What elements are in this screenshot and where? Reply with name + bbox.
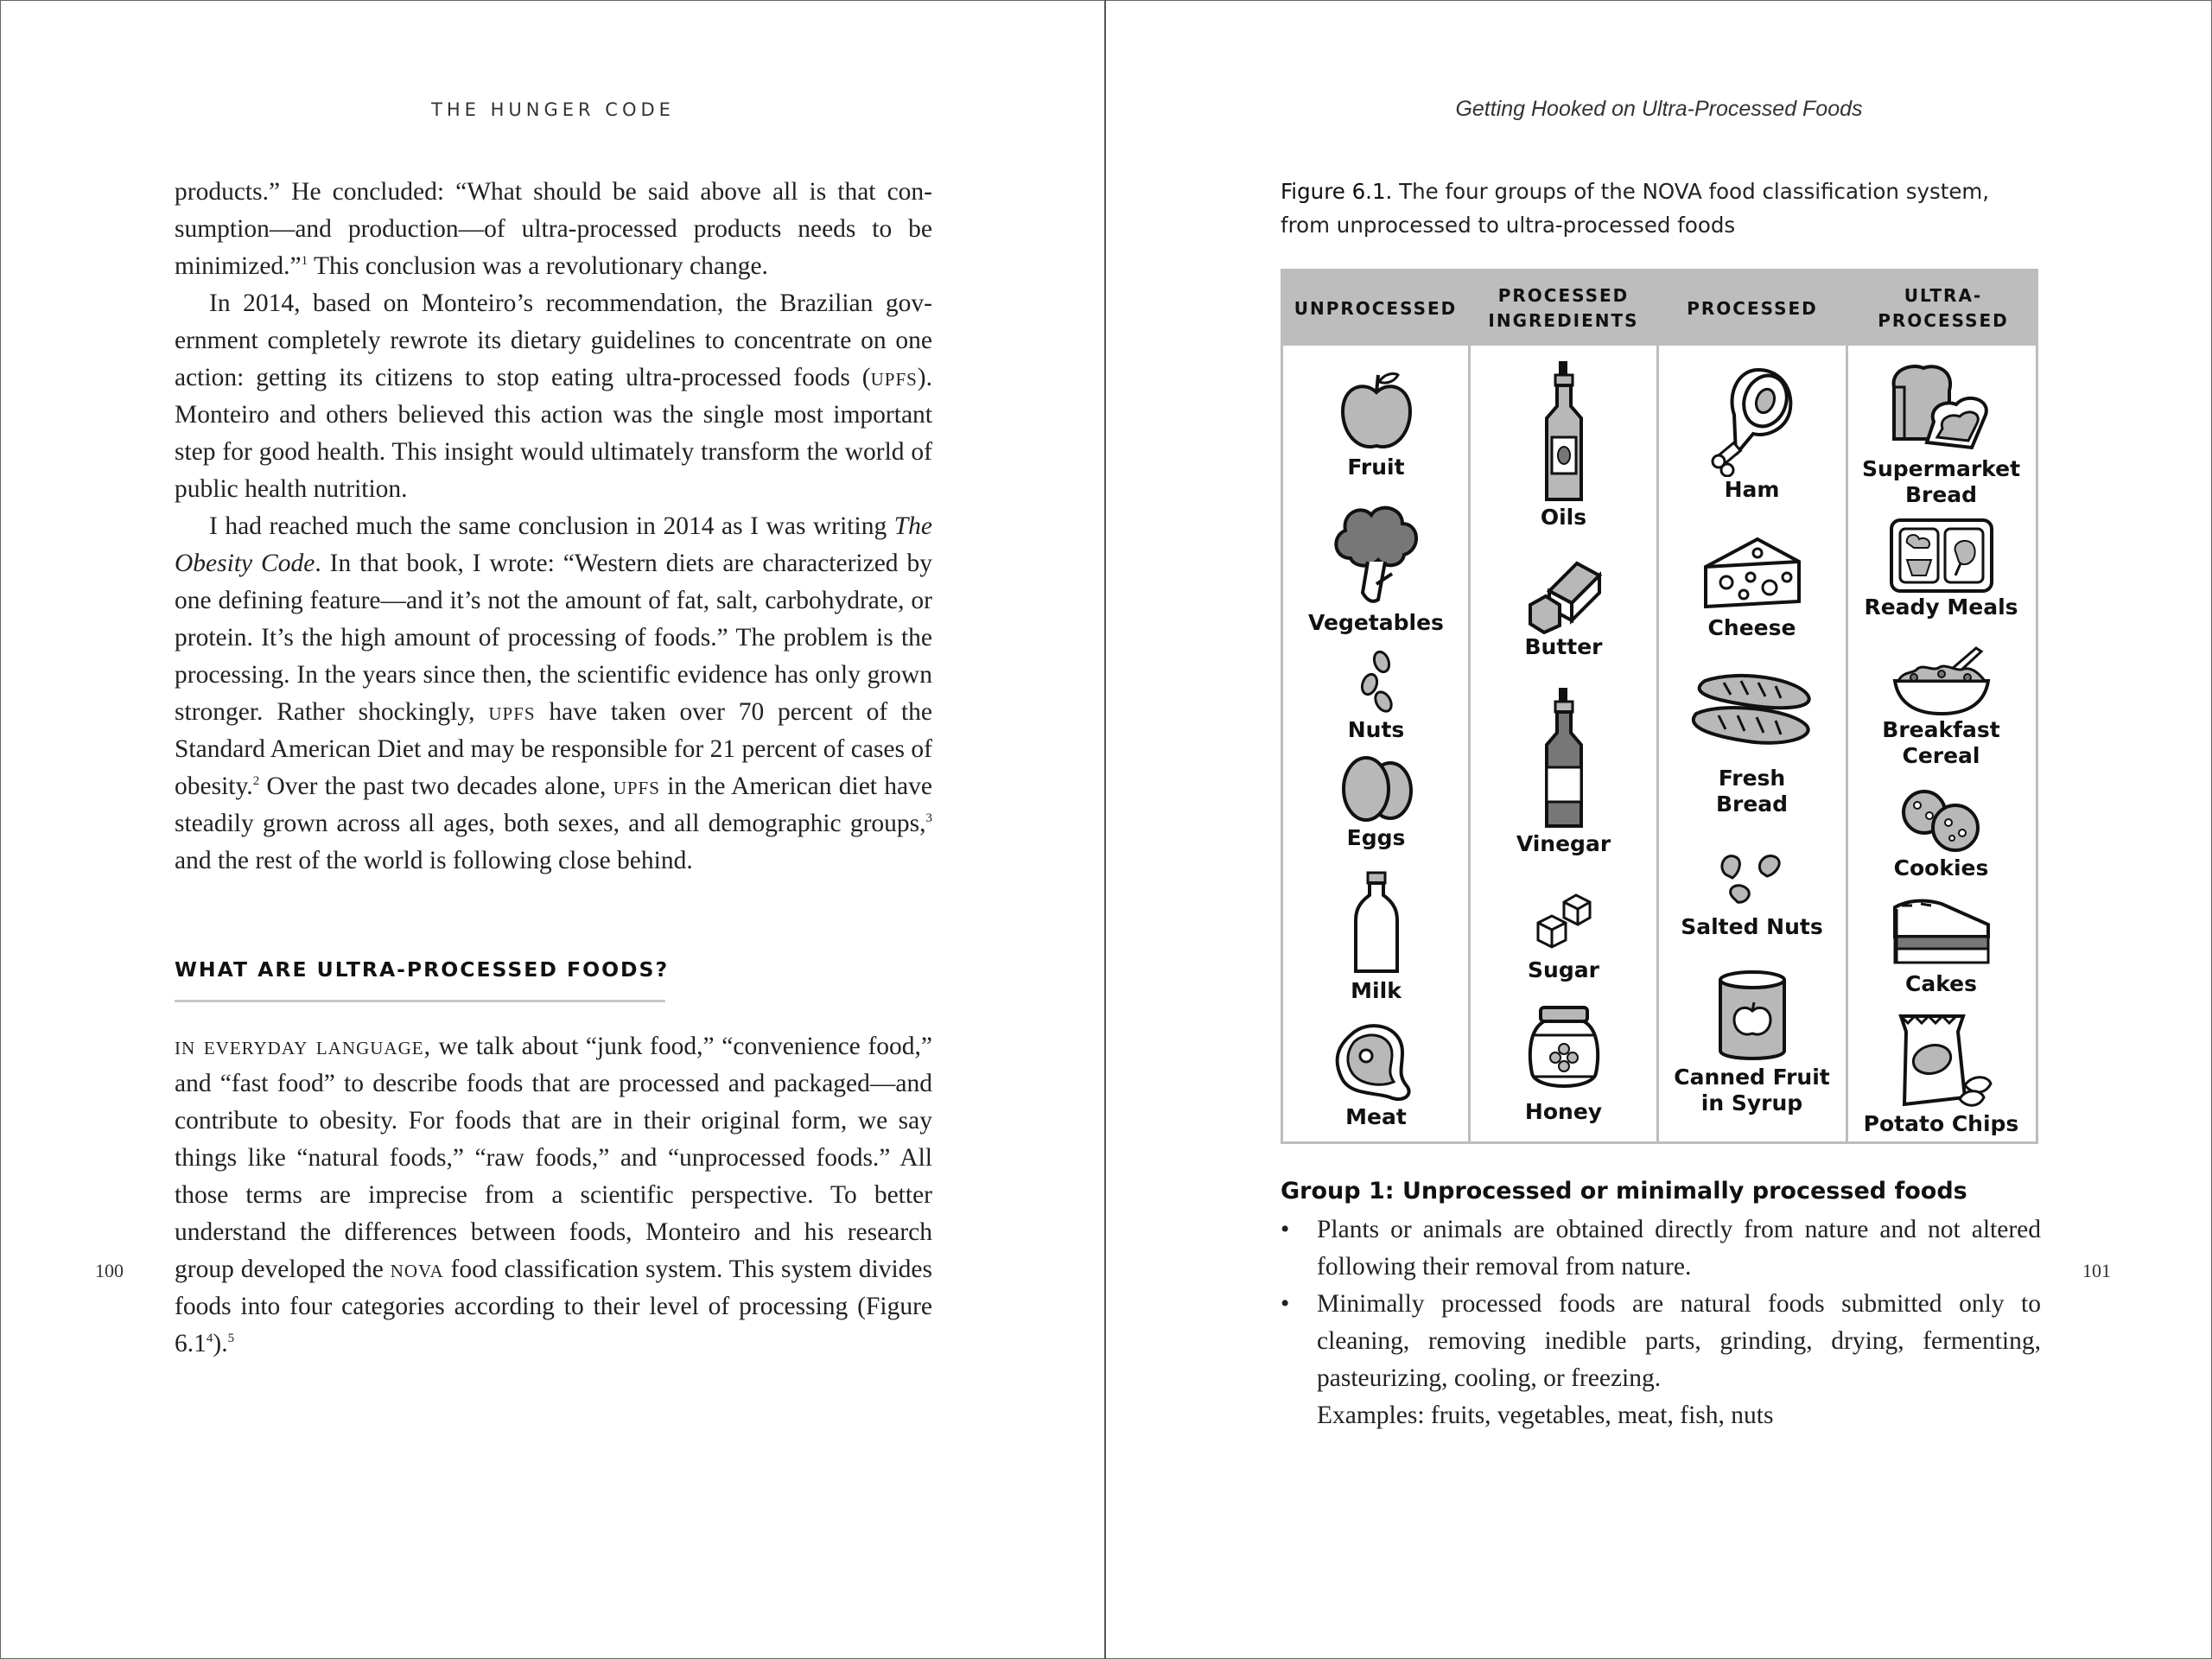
section-rule [175, 1000, 665, 1002]
item-label: Ready Meals [1864, 594, 2018, 620]
item-label: Ham [1724, 477, 1780, 502]
food-item-cookies [1848, 786, 2034, 881]
item-label: Cakes [1904, 971, 1977, 996]
food-item-honey [1471, 1004, 1656, 1125]
item-label: Cookies [1893, 855, 1989, 880]
note-ref: 1 [301, 254, 308, 269]
note-ref: 3 [925, 811, 932, 826]
group-1-bullets [1281, 1211, 2041, 1434]
food-item-meat [1283, 1018, 1469, 1130]
item-label: Breakfast Cereal [1882, 717, 2000, 768]
item-label: Potato Chips [1863, 1111, 2019, 1136]
apple-icon [1338, 368, 1415, 454]
broccoli-icon [1325, 498, 1428, 610]
steak-icon [1333, 1018, 1420, 1104]
bullet-icon: • [1281, 1216, 1290, 1243]
food-item-breakfast-cereal [1848, 643, 2034, 769]
food-item-nuts [1283, 648, 1469, 743]
food-item-salted-nuts [1659, 849, 1845, 940]
bullet-icon: • [1281, 1290, 1290, 1318]
cheese-icon [1700, 532, 1804, 615]
note-ref: 2 [252, 774, 260, 789]
book-title: The Obesity Code [175, 512, 932, 577]
paragraph-2: In 2014, based on Monteiro’s recommendation, the Brazilian government completely rewrote its dietary guidelines to concentrate on one action: getting its citizens to stop eating ultra-processed foods (upfs). Monteiro and others believed this action was the single most important step for good health. This insight would ultimately transform the world of public health nutrition. [175, 289, 932, 503]
left-body-text-top [175, 174, 932, 880]
item-label: Milk [1351, 978, 1402, 1003]
column-header-unprocessed: UNPROCESSED [1294, 297, 1458, 319]
note-ref: 5 [227, 1332, 235, 1346]
food-item-cheese [1659, 532, 1845, 641]
bullet-item: • Plants or animals are obtained directly from nature and not altered following their removal from nature. [1281, 1211, 2041, 1286]
ham-icon [1705, 365, 1800, 477]
group-1-title: Group 1: Unprocessed or minimally processed foods [1281, 1178, 1967, 1205]
item-label: Vegetables [1308, 610, 1444, 635]
page-number-left: 100 [95, 1260, 124, 1281]
food-item-milk [1283, 869, 1469, 1004]
group-1-examples: Examples: fruits, vegetables, meat, fish, nuts [1317, 1402, 1774, 1429]
item-label: Canned Fruit in Syrup [1674, 1065, 1830, 1116]
paragraph-3: I had reached much the same conclusion in 2014 as I was writing The Obesity Code. In that book, I wrote: “Western diets are characterized by one defining feature—and it’s not the amount of fat, salt, carbohydrate, or protein. It’s the high amount of processing of foods.” The problem is the processing. In the years since then, the scientific evidence has only grown stronger. Rather shockingly, upfs have taken over 70 percent of the Standard American Diet and may be responsible for 21 percent of cases of obesity.$^2$ Over the past two decades alone, upfs in the American diet have steadily grown across all ages, both sexes, and all demographic groups,$^3$ and the rest of the world is following close behind. [175, 512, 932, 874]
running-head-right: Getting Hooked on Ultra-Processed Foods [1455, 97, 1863, 121]
food-item-butter [1471, 556, 1656, 660]
item-label: Butter [1524, 634, 1603, 659]
item-label: Oils [1540, 505, 1587, 530]
sliced-bread-icon [1885, 361, 1998, 456]
item-label: Cheese [1707, 615, 1796, 640]
chips-bag-icon [1885, 1011, 1998, 1111]
honey-jar-icon [1527, 1004, 1601, 1099]
item-label: Vinegar [1516, 831, 1611, 856]
running-head-left: THE HUNGER CODE [431, 99, 675, 120]
item-label: Meat [1345, 1104, 1407, 1129]
paragraph-4: in everyday language, we talk about “junk food,” “convenience food,” and “fast food” to describe foods that are processed and packaged—and contribute to obesity. For foods that are in their original form, we say things like “natural foods,” “raw foods,” and “unprocessed foods.” All those terms are imprecise from a scientific perspective. To better understand the differences between foods, Monteiro and his research group developed the nova food classification system. This system divides foods into four categories according to their level of processing (Figure $6.1^4).^5$ [175, 1033, 932, 1357]
food-item-supermarket-bread [1848, 361, 2034, 508]
item-label: Honey [1524, 1099, 1603, 1124]
food-item-canned-fruit [1659, 968, 1845, 1116]
item-label: Sugar [1528, 957, 1599, 982]
item-label: Fresh Bread [1715, 766, 1789, 817]
cake-slice-icon [1890, 893, 1993, 971]
page-number-right: 101 [2082, 1260, 2111, 1281]
oil-bottle-icon [1538, 358, 1590, 505]
sugar-cubes-icon [1529, 888, 1599, 957]
food-item-ready-meals [1848, 517, 2034, 620]
column-header-ultra-processed: ULTRA- PROCESSED [1878, 285, 2009, 331]
nuts-icon [1351, 648, 1402, 717]
food-item-potato-chips [1848, 1011, 2034, 1137]
food-item-cakes [1848, 893, 2034, 997]
paragraph-1: products.” He concluded: “What should be said above all is that consumption—and production—of ultra-processed products needs to be minimized.”$^1$ This conclusion was a revolutionary change. [175, 178, 932, 280]
figure-caption: Figure 6.1. The four groups of the NOVA food classification system, from unprocessed to ultra-processed foods [1281, 179, 1990, 238]
left-body-text-bottom [175, 1028, 932, 1363]
ready-meal-tray-icon [1888, 517, 1995, 594]
food-item-ham [1659, 365, 1845, 503]
eggs-icon [1333, 751, 1420, 825]
butter-icon [1525, 556, 1603, 634]
food-item-vegetables [1283, 498, 1469, 636]
food-item-oils [1471, 358, 1656, 531]
food-item-eggs [1283, 751, 1469, 851]
food-item-fruit [1283, 368, 1469, 480]
item-label: Nuts [1347, 717, 1405, 742]
item-label: Supermarket Bread [1861, 456, 2021, 507]
note-ref: 4 [206, 1332, 213, 1346]
item-label: Salted Nuts [1681, 914, 1823, 939]
section-heading: WHAT ARE ULTRA-PROCESSED FOODS? [175, 957, 670, 982]
item-label: Eggs [1346, 825, 1406, 850]
bullet-item: • Minimally processed foods are natural foods submitted only to cleaning, removing inedible parts, grinding, drying, fermenting, pasteurizing, cooling, or freezing. [1281, 1286, 2041, 1397]
page-gutter [1104, 0, 1106, 1659]
cookies-icon [1898, 786, 1985, 855]
vinegar-bottle-icon [1538, 684, 1590, 831]
column-header-processed-ingredients: PROCESSED INGREDIENTS [1488, 285, 1639, 331]
figure-label: Figure 6.1. [1281, 179, 1393, 204]
nova-figure [1281, 269, 2038, 1144]
cereal-bowl-icon [1890, 643, 1993, 717]
milk-bottle-icon [1351, 869, 1402, 978]
food-item-vinegar [1471, 684, 1656, 857]
food-item-sugar [1471, 888, 1656, 983]
item-label: Fruit [1347, 454, 1405, 480]
column-header-processed: PROCESSED [1687, 297, 1818, 319]
food-item-fresh-bread [1659, 671, 1845, 817]
bread-loaves-icon [1688, 671, 1817, 766]
salted-nuts-icon [1713, 849, 1791, 914]
canned-fruit-icon [1713, 968, 1791, 1065]
